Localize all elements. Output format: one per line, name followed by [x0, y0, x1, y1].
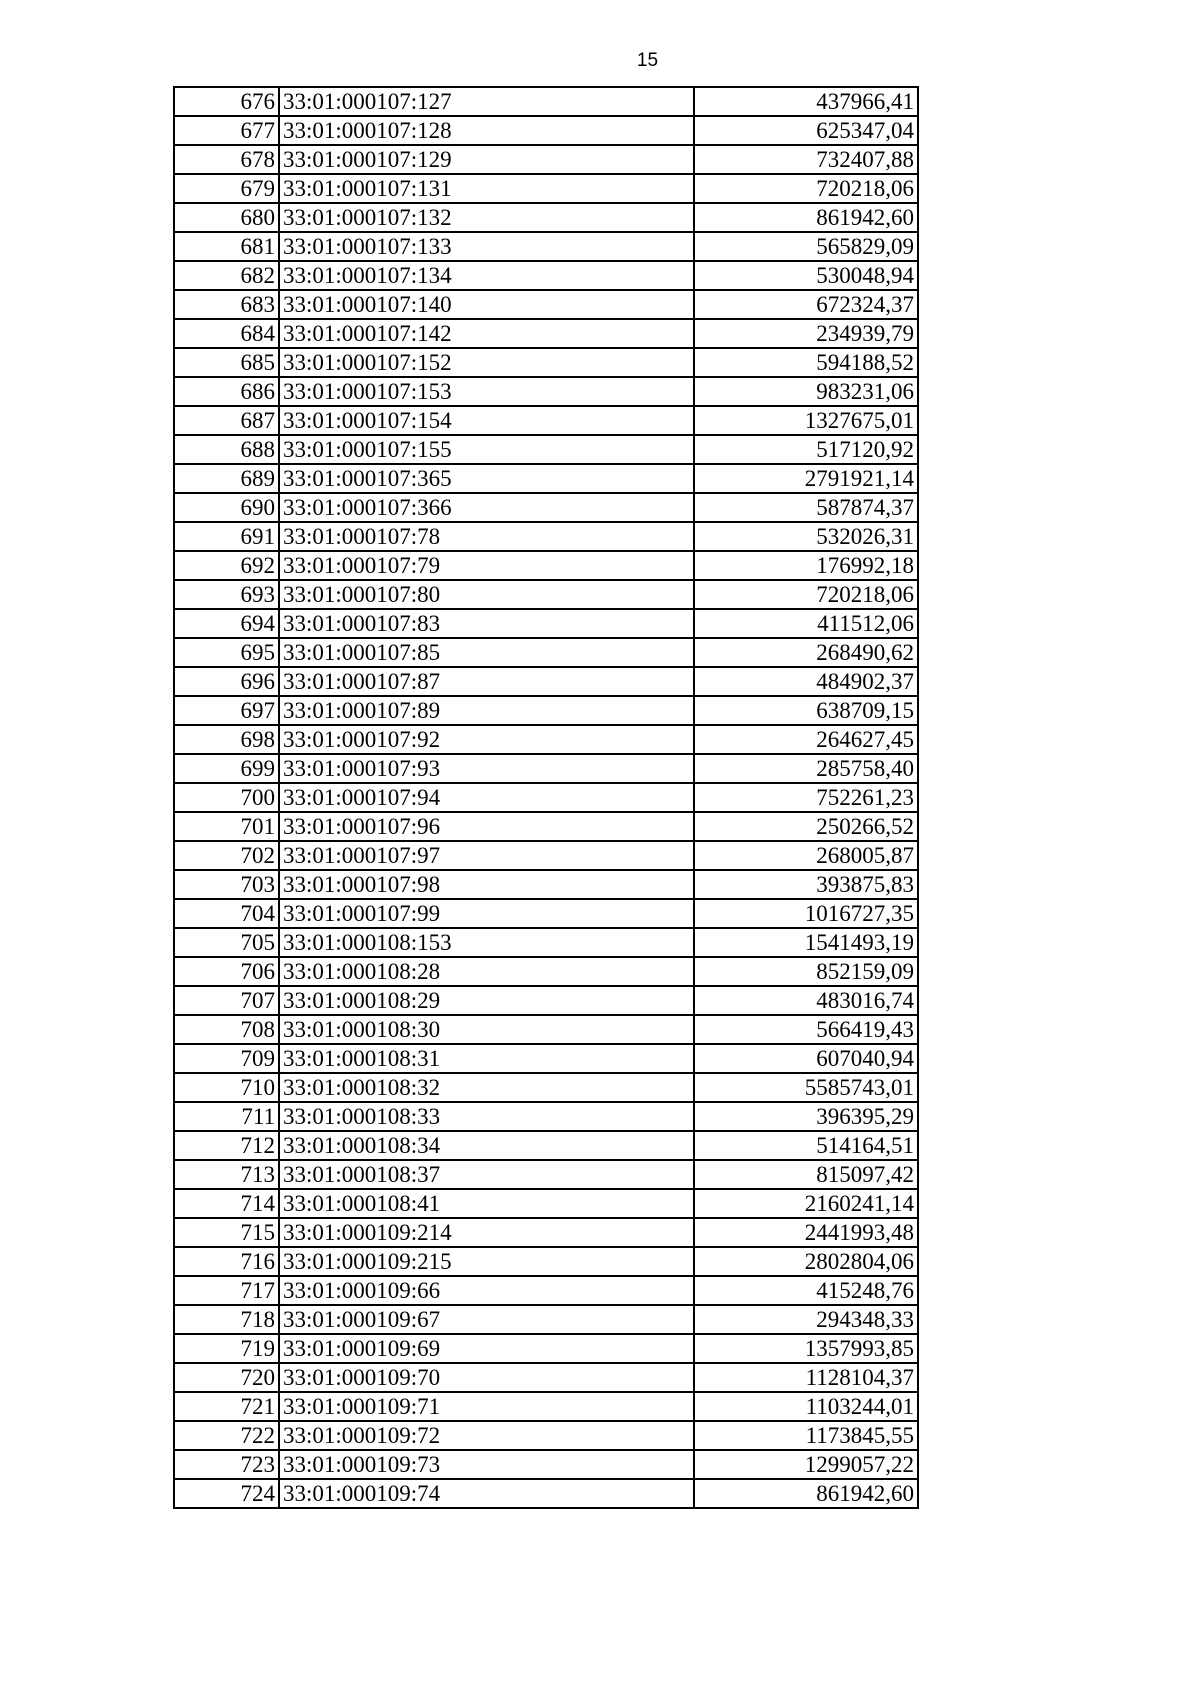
table-row: [174, 348, 918, 377]
cadastral-number-cell: 33:01:000107:131: [279, 174, 694, 203]
table-row: [174, 203, 918, 232]
value-cell: 268490,62: [694, 638, 918, 667]
table-row: [174, 377, 918, 406]
cadastral-number-cell: 33:01:000108:33: [279, 1102, 694, 1131]
row-number-cell: 723: [174, 1450, 279, 1479]
table-row: [174, 957, 918, 986]
cadastral-number-cell: 33:01:000107:129: [279, 145, 694, 174]
row-number-cell: 719: [174, 1334, 279, 1363]
table-row: [174, 1479, 918, 1508]
value-cell: 393875,83: [694, 870, 918, 899]
value-cell: 517120,92: [694, 435, 918, 464]
row-number-cell: 687: [174, 406, 279, 435]
registry-table-container: [173, 86, 919, 1509]
table-row: [174, 87, 918, 116]
value-cell: 484902,37: [694, 667, 918, 696]
value-cell: 285758,40: [694, 754, 918, 783]
row-number-cell: 685: [174, 348, 279, 377]
table-row: [174, 116, 918, 145]
row-number-cell: 705: [174, 928, 279, 957]
row-number-cell: 716: [174, 1247, 279, 1276]
cadastral-number-cell: 33:01:000107:127: [279, 87, 694, 116]
row-number-cell: 722: [174, 1421, 279, 1450]
row-number-cell: 706: [174, 957, 279, 986]
table-row: [174, 841, 918, 870]
cadastral-number-cell: 33:01:000107:78: [279, 522, 694, 551]
table-row: [174, 1015, 918, 1044]
row-number-cell: 707: [174, 986, 279, 1015]
cadastral-number-cell: 33:01:000108:153: [279, 928, 694, 957]
cadastral-number-cell: 33:01:000108:28: [279, 957, 694, 986]
value-cell: 532026,31: [694, 522, 918, 551]
row-number-cell: 713: [174, 1160, 279, 1189]
cadastral-number-cell: 33:01:000107:133: [279, 232, 694, 261]
value-cell: 1357993,85: [694, 1334, 918, 1363]
row-number-cell: 695: [174, 638, 279, 667]
cadastral-number-cell: 33:01:000107:153: [279, 377, 694, 406]
cadastral-number-cell: 33:01:000107:85: [279, 638, 694, 667]
row-number-cell: 702: [174, 841, 279, 870]
table-row: [174, 232, 918, 261]
table-row: [174, 667, 918, 696]
value-cell: 250266,52: [694, 812, 918, 841]
row-number-cell: 683: [174, 290, 279, 319]
value-cell: 415248,76: [694, 1276, 918, 1305]
row-number-cell: 708: [174, 1015, 279, 1044]
value-cell: 587874,37: [694, 493, 918, 522]
value-cell: 861942,60: [694, 203, 918, 232]
table-row: [174, 870, 918, 899]
value-cell: 566419,43: [694, 1015, 918, 1044]
value-cell: 861942,60: [694, 1479, 918, 1508]
value-cell: 411512,06: [694, 609, 918, 638]
value-cell: 5585743,01: [694, 1073, 918, 1102]
row-number-cell: 701: [174, 812, 279, 841]
row-number-cell: 679: [174, 174, 279, 203]
row-number-cell: 704: [174, 899, 279, 928]
value-cell: 268005,87: [694, 841, 918, 870]
value-cell: 2441993,48: [694, 1218, 918, 1247]
cadastral-number-cell: 33:01:000108:41: [279, 1189, 694, 1218]
cadastral-number-cell: 33:01:000107:89: [279, 696, 694, 725]
table-row: [174, 928, 918, 957]
value-cell: 625347,04: [694, 116, 918, 145]
value-cell: 2160241,14: [694, 1189, 918, 1218]
row-number-cell: 709: [174, 1044, 279, 1073]
table-row: [174, 580, 918, 609]
row-number-cell: 696: [174, 667, 279, 696]
value-cell: 1016727,35: [694, 899, 918, 928]
row-number-cell: 721: [174, 1392, 279, 1421]
value-cell: 514164,51: [694, 1131, 918, 1160]
table-row: [174, 1189, 918, 1218]
cadastral-number-cell: 33:01:000107:128: [279, 116, 694, 145]
row-number-cell: 711: [174, 1102, 279, 1131]
value-cell: 672324,37: [694, 290, 918, 319]
value-cell: 815097,42: [694, 1160, 918, 1189]
value-cell: 2791921,14: [694, 464, 918, 493]
table-row: [174, 145, 918, 174]
value-cell: 983231,06: [694, 377, 918, 406]
cadastral-number-cell: 33:01:000108:32: [279, 1073, 694, 1102]
row-number-cell: 686: [174, 377, 279, 406]
row-number-cell: 710: [174, 1073, 279, 1102]
table-row: [174, 435, 918, 464]
value-cell: 1299057,22: [694, 1450, 918, 1479]
value-cell: 1173845,55: [694, 1421, 918, 1450]
cadastral-number-cell: 33:01:000109:71: [279, 1392, 694, 1421]
row-number-cell: 715: [174, 1218, 279, 1247]
row-number-cell: 689: [174, 464, 279, 493]
table-row: [174, 551, 918, 580]
value-cell: 852159,09: [694, 957, 918, 986]
value-cell: 437966,41: [694, 87, 918, 116]
table-row: [174, 812, 918, 841]
value-cell: 530048,94: [694, 261, 918, 290]
value-cell: 565829,09: [694, 232, 918, 261]
table-row: [174, 1044, 918, 1073]
cadastral-number-cell: 33:01:000109:70: [279, 1363, 694, 1392]
row-number-cell: 700: [174, 783, 279, 812]
table-row: [174, 609, 918, 638]
row-number-cell: 680: [174, 203, 279, 232]
table-row: [174, 638, 918, 667]
row-number-cell: 678: [174, 145, 279, 174]
table-row: [174, 986, 918, 1015]
cadastral-number-cell: 33:01:000109:67: [279, 1305, 694, 1334]
row-number-cell: 694: [174, 609, 279, 638]
registry-table-body: [174, 87, 918, 1508]
value-cell: 1128104,37: [694, 1363, 918, 1392]
row-number-cell: 692: [174, 551, 279, 580]
cadastral-number-cell: 33:01:000107:94: [279, 783, 694, 812]
table-row: [174, 406, 918, 435]
row-number-cell: 688: [174, 435, 279, 464]
cadastral-number-cell: 33:01:000109:74: [279, 1479, 694, 1508]
cadastral-number-cell: 33:01:000107:83: [279, 609, 694, 638]
cadastral-number-cell: 33:01:000109:215: [279, 1247, 694, 1276]
cadastral-number-cell: 33:01:000107:96: [279, 812, 694, 841]
cadastral-number-cell: 33:01:000108:29: [279, 986, 694, 1015]
value-cell: 1103244,01: [694, 1392, 918, 1421]
value-cell: 2802804,06: [694, 1247, 918, 1276]
cadastral-number-cell: 33:01:000107:93: [279, 754, 694, 783]
table-row: [174, 696, 918, 725]
cadastral-number-cell: 33:01:000107:99: [279, 899, 694, 928]
row-number-cell: 718: [174, 1305, 279, 1334]
row-number-cell: 691: [174, 522, 279, 551]
row-number-cell: 682: [174, 261, 279, 290]
cadastral-number-cell: 33:01:000107:152: [279, 348, 694, 377]
value-cell: 1327675,01: [694, 406, 918, 435]
value-cell: 638709,15: [694, 696, 918, 725]
value-cell: 1541493,19: [694, 928, 918, 957]
row-number-cell: 699: [174, 754, 279, 783]
page-number: 15: [636, 50, 659, 71]
value-cell: 752261,23: [694, 783, 918, 812]
table-row: [174, 1334, 918, 1363]
table-row: [174, 754, 918, 783]
table-row: [174, 319, 918, 348]
value-cell: 607040,94: [694, 1044, 918, 1073]
row-number-cell: 703: [174, 870, 279, 899]
cadastral-number-cell: 33:01:000109:69: [279, 1334, 694, 1363]
table-row: [174, 1276, 918, 1305]
cadastral-number-cell: 33:01:000108:34: [279, 1131, 694, 1160]
table-row: [174, 1247, 918, 1276]
cadastral-number-cell: 33:01:000107:80: [279, 580, 694, 609]
cadastral-number-cell: 33:01:000108:31: [279, 1044, 694, 1073]
value-cell: 732407,88: [694, 145, 918, 174]
cadastral-number-cell: 33:01:000108:37: [279, 1160, 694, 1189]
row-number-cell: 714: [174, 1189, 279, 1218]
row-number-cell: 720: [174, 1363, 279, 1392]
table-row: [174, 522, 918, 551]
table-row: [174, 1363, 918, 1392]
value-cell: 176992,18: [694, 551, 918, 580]
cadastral-number-cell: 33:01:000108:30: [279, 1015, 694, 1044]
table-row: [174, 174, 918, 203]
cadastral-number-cell: 33:01:000109:66: [279, 1276, 694, 1305]
value-cell: 234939,79: [694, 319, 918, 348]
row-number-cell: 712: [174, 1131, 279, 1160]
cadastral-number-cell: 33:01:000107:87: [279, 667, 694, 696]
registry-table: [173, 86, 919, 1509]
cadastral-number-cell: 33:01:000107:134: [279, 261, 694, 290]
table-row: [174, 783, 918, 812]
value-cell: 396395,29: [694, 1102, 918, 1131]
table-row: [174, 1305, 918, 1334]
row-number-cell: 717: [174, 1276, 279, 1305]
table-row: [174, 725, 918, 754]
cadastral-number-cell: 33:01:000109:72: [279, 1421, 694, 1450]
cadastral-number-cell: 33:01:000107:132: [279, 203, 694, 232]
cadastral-number-cell: 33:01:000107:97: [279, 841, 694, 870]
value-cell: 294348,33: [694, 1305, 918, 1334]
cadastral-number-cell: 33:01:000107:92: [279, 725, 694, 754]
cadastral-number-cell: 33:01:000107:365: [279, 464, 694, 493]
cadastral-number-cell: 33:01:000107:142: [279, 319, 694, 348]
table-row: [174, 1073, 918, 1102]
value-cell: 264627,45: [694, 725, 918, 754]
table-row: [174, 493, 918, 522]
value-cell: 483016,74: [694, 986, 918, 1015]
cadastral-number-cell: 33:01:000109:73: [279, 1450, 694, 1479]
table-row: [174, 1160, 918, 1189]
table-row: [174, 261, 918, 290]
value-cell: 594188,52: [694, 348, 918, 377]
row-number-cell: 690: [174, 493, 279, 522]
value-cell: 720218,06: [694, 580, 918, 609]
cadastral-number-cell: 33:01:000107:98: [279, 870, 694, 899]
cadastral-number-cell: 33:01:000107:155: [279, 435, 694, 464]
table-row: [174, 1450, 918, 1479]
cadastral-number-cell: 33:01:000107:366: [279, 493, 694, 522]
table-row: [174, 464, 918, 493]
row-number-cell: 697: [174, 696, 279, 725]
row-number-cell: 724: [174, 1479, 279, 1508]
table-row: [174, 1131, 918, 1160]
cadastral-number-cell: 33:01:000109:214: [279, 1218, 694, 1247]
row-number-cell: 684: [174, 319, 279, 348]
row-number-cell: 698: [174, 725, 279, 754]
cadastral-number-cell: 33:01:000107:79: [279, 551, 694, 580]
row-number-cell: 677: [174, 116, 279, 145]
table-row: [174, 1102, 918, 1131]
table-row: [174, 290, 918, 319]
table-row: [174, 1392, 918, 1421]
cadastral-number-cell: 33:01:000107:140: [279, 290, 694, 319]
table-row: [174, 1421, 918, 1450]
value-cell: 720218,06: [694, 174, 918, 203]
row-number-cell: 676: [174, 87, 279, 116]
row-number-cell: 693: [174, 580, 279, 609]
row-number-cell: 681: [174, 232, 279, 261]
table-row: [174, 899, 918, 928]
cadastral-number-cell: 33:01:000107:154: [279, 406, 694, 435]
table-row: [174, 1218, 918, 1247]
